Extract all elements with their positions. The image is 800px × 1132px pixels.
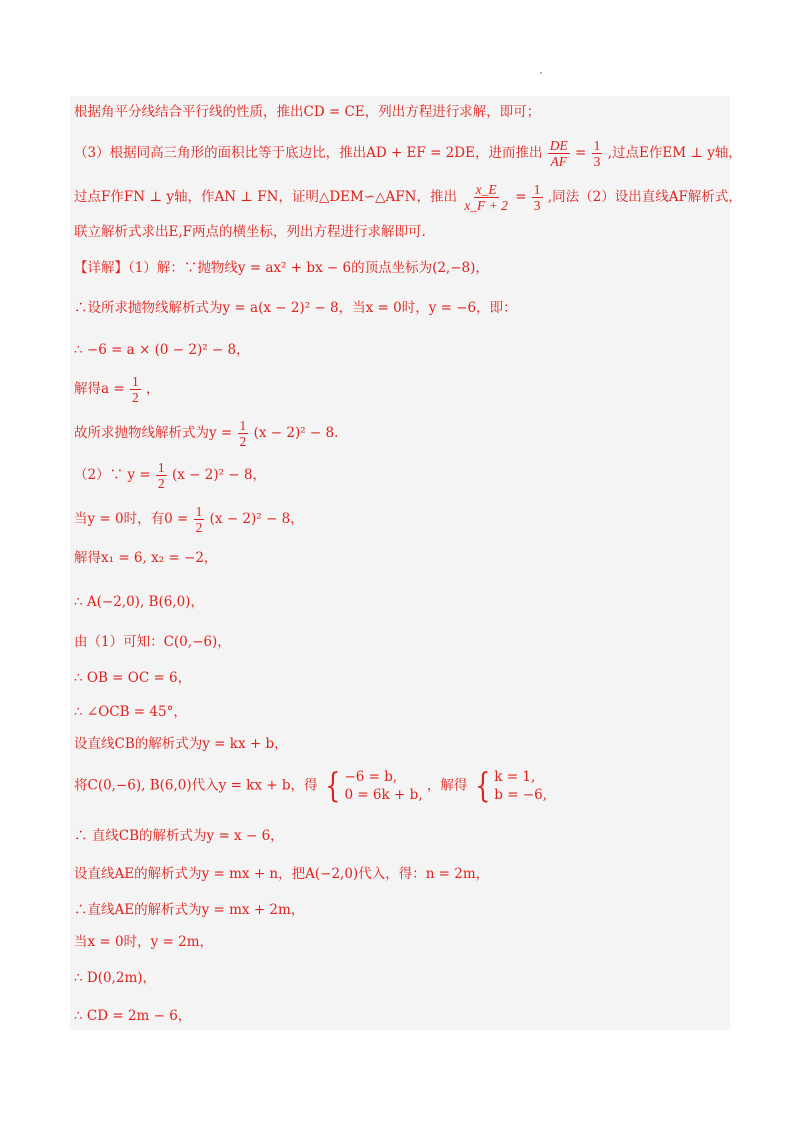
- text: (x − 2)² − 8，: [171, 467, 266, 483]
- numerator: 1: [157, 460, 165, 475]
- detail-line-10: [74, 460, 266, 491]
- detail-line-14: [74, 632, 231, 652]
- detail-line-9: [74, 418, 338, 449]
- text: ∴ ∠OCB = 45°，: [74, 704, 187, 720]
- detail-line-5: [74, 258, 489, 278]
- equals: =: [515, 189, 527, 205]
- detail-line-15: [74, 668, 191, 688]
- analysis-line-1: [74, 102, 540, 122]
- denominator: 3: [533, 198, 541, 213]
- detail-line-18: [74, 768, 547, 804]
- text: 解得a =: [74, 381, 125, 397]
- numerator: 1: [131, 374, 139, 389]
- detail-line-23: [74, 968, 156, 988]
- analysis-line-4: [74, 222, 426, 242]
- equation-row: −6 = b,: [344, 769, 398, 785]
- text: 由（1）可知：C(0,−6)，: [74, 634, 231, 650]
- denominator: 3: [593, 154, 601, 169]
- text: （3）根据同高三角形的面积比等于底边比，推出AD + EF = 2DE，进而推出: [74, 145, 543, 161]
- detail-line-16: [74, 702, 187, 722]
- fraction-xe-xf: [462, 182, 510, 213]
- text: 设直线CB的解析式为y = kx + b，: [74, 736, 288, 752]
- text: ,过点E作EM ⊥ y轴，: [607, 145, 742, 161]
- detail-line-21: [74, 900, 304, 920]
- text: 过点F作FN ⊥ y轴，作AN ⊥ FN，证明△DEM∽△AFN，推出: [74, 189, 457, 205]
- text: ∴直线AE的解析式为y = mx + 2m，: [74, 902, 305, 918]
- equation-system-2: [472, 768, 547, 804]
- text: ∴ A(−2,0), B(6,0)，: [74, 594, 204, 610]
- text: ，解得: [426, 777, 468, 794]
- denominator: 2: [239, 434, 247, 449]
- text: 根据角平分线结合平行线的性质，推出CD = CE，列出方程进行求解，即可；: [74, 104, 541, 120]
- text: (x − 2)² − 8.: [253, 425, 339, 441]
- text: ∴ 直线CB的解析式为y = x − 6，: [74, 828, 284, 844]
- equation-system-1: [322, 768, 423, 804]
- numerator: x_E: [475, 182, 497, 197]
- text: 联立解析式求出E,F两点的横坐标，列出方程进行求解即可.: [74, 224, 426, 240]
- detail-line-6: [74, 298, 517, 318]
- fraction-one-third-2: [532, 182, 543, 213]
- denominator: 2: [195, 520, 203, 535]
- text: ∴ OB = OC = 6，: [74, 670, 192, 686]
- text: ∴ −6 = a × (0 − 2)² − 8，: [74, 342, 250, 358]
- denominator: x_F + 2: [464, 198, 508, 213]
- numerator: DE: [549, 138, 568, 153]
- equation-row: b = −6,: [494, 787, 548, 803]
- page-dot: [540, 72, 542, 74]
- equals: =: [575, 145, 587, 161]
- text: ∴ CD = 2m − 6，: [74, 1008, 192, 1024]
- text: (x − 2)² − 8，: [209, 511, 304, 527]
- text: 将C(0,−6), B(6,0)代入y = kx + b，得: [74, 777, 318, 794]
- fraction-half: [130, 374, 141, 405]
- text: ∴设所求抛物线解析式为y = a(x − 2)² − 8，当x = 0时，y = −6，即：: [74, 300, 517, 316]
- detail-line-13: [74, 592, 204, 612]
- left-brace-icon: {: [474, 766, 491, 806]
- fraction-de-af: [548, 138, 570, 169]
- denominator: 2: [157, 476, 165, 491]
- text: （2）∵ y =: [74, 467, 151, 483]
- text: ∴ D(0,2m)，: [74, 970, 157, 986]
- text: ，: [146, 381, 160, 397]
- analysis-line-2: [74, 138, 742, 169]
- detail-line-24: [74, 1006, 191, 1026]
- text: 设直线AE的解析式为y = mx + n，把A(−2,0)代入，得：n = 2m，: [74, 866, 490, 882]
- detail-line-19: [74, 826, 284, 846]
- detail-line-8: [74, 374, 160, 405]
- text: 当x = 0时，y = 2m，: [74, 934, 214, 950]
- text: ,同法（2）设出直线AF解析式，: [547, 189, 742, 205]
- detail-line-7: [74, 340, 250, 360]
- fraction-half: [156, 460, 167, 491]
- denominator: 2: [131, 390, 139, 405]
- numerator: 1: [239, 418, 247, 433]
- text: 【详解】（1）解：∵抛物线y = ax² + bx − 6的顶点坐标为(2,−8)，: [74, 260, 489, 276]
- numerator: 1: [195, 504, 203, 519]
- equation-row: k = 1,: [494, 769, 536, 785]
- equation-row: 0 = 6k + b,: [344, 787, 423, 803]
- fraction-one-third: [592, 138, 603, 169]
- denominator: AF: [550, 154, 567, 169]
- detail-line-12: [74, 548, 217, 568]
- text: 解得x₁ = 6, x₂ = −2，: [74, 550, 218, 566]
- fraction-half: [194, 504, 205, 535]
- detail-line-11: [74, 504, 304, 535]
- fraction-half: [238, 418, 249, 449]
- detail-line-22: [74, 932, 213, 952]
- detail-line-20: [74, 864, 489, 884]
- numerator: 1: [593, 138, 601, 153]
- analysis-line-3: [74, 182, 742, 213]
- left-brace-icon: {: [325, 766, 341, 806]
- numerator: 1: [533, 182, 541, 197]
- detail-line-17: [74, 734, 288, 754]
- text: 当y = 0时，有0 =: [74, 511, 189, 527]
- text: 故所求抛物线解析式为y =: [74, 425, 233, 441]
